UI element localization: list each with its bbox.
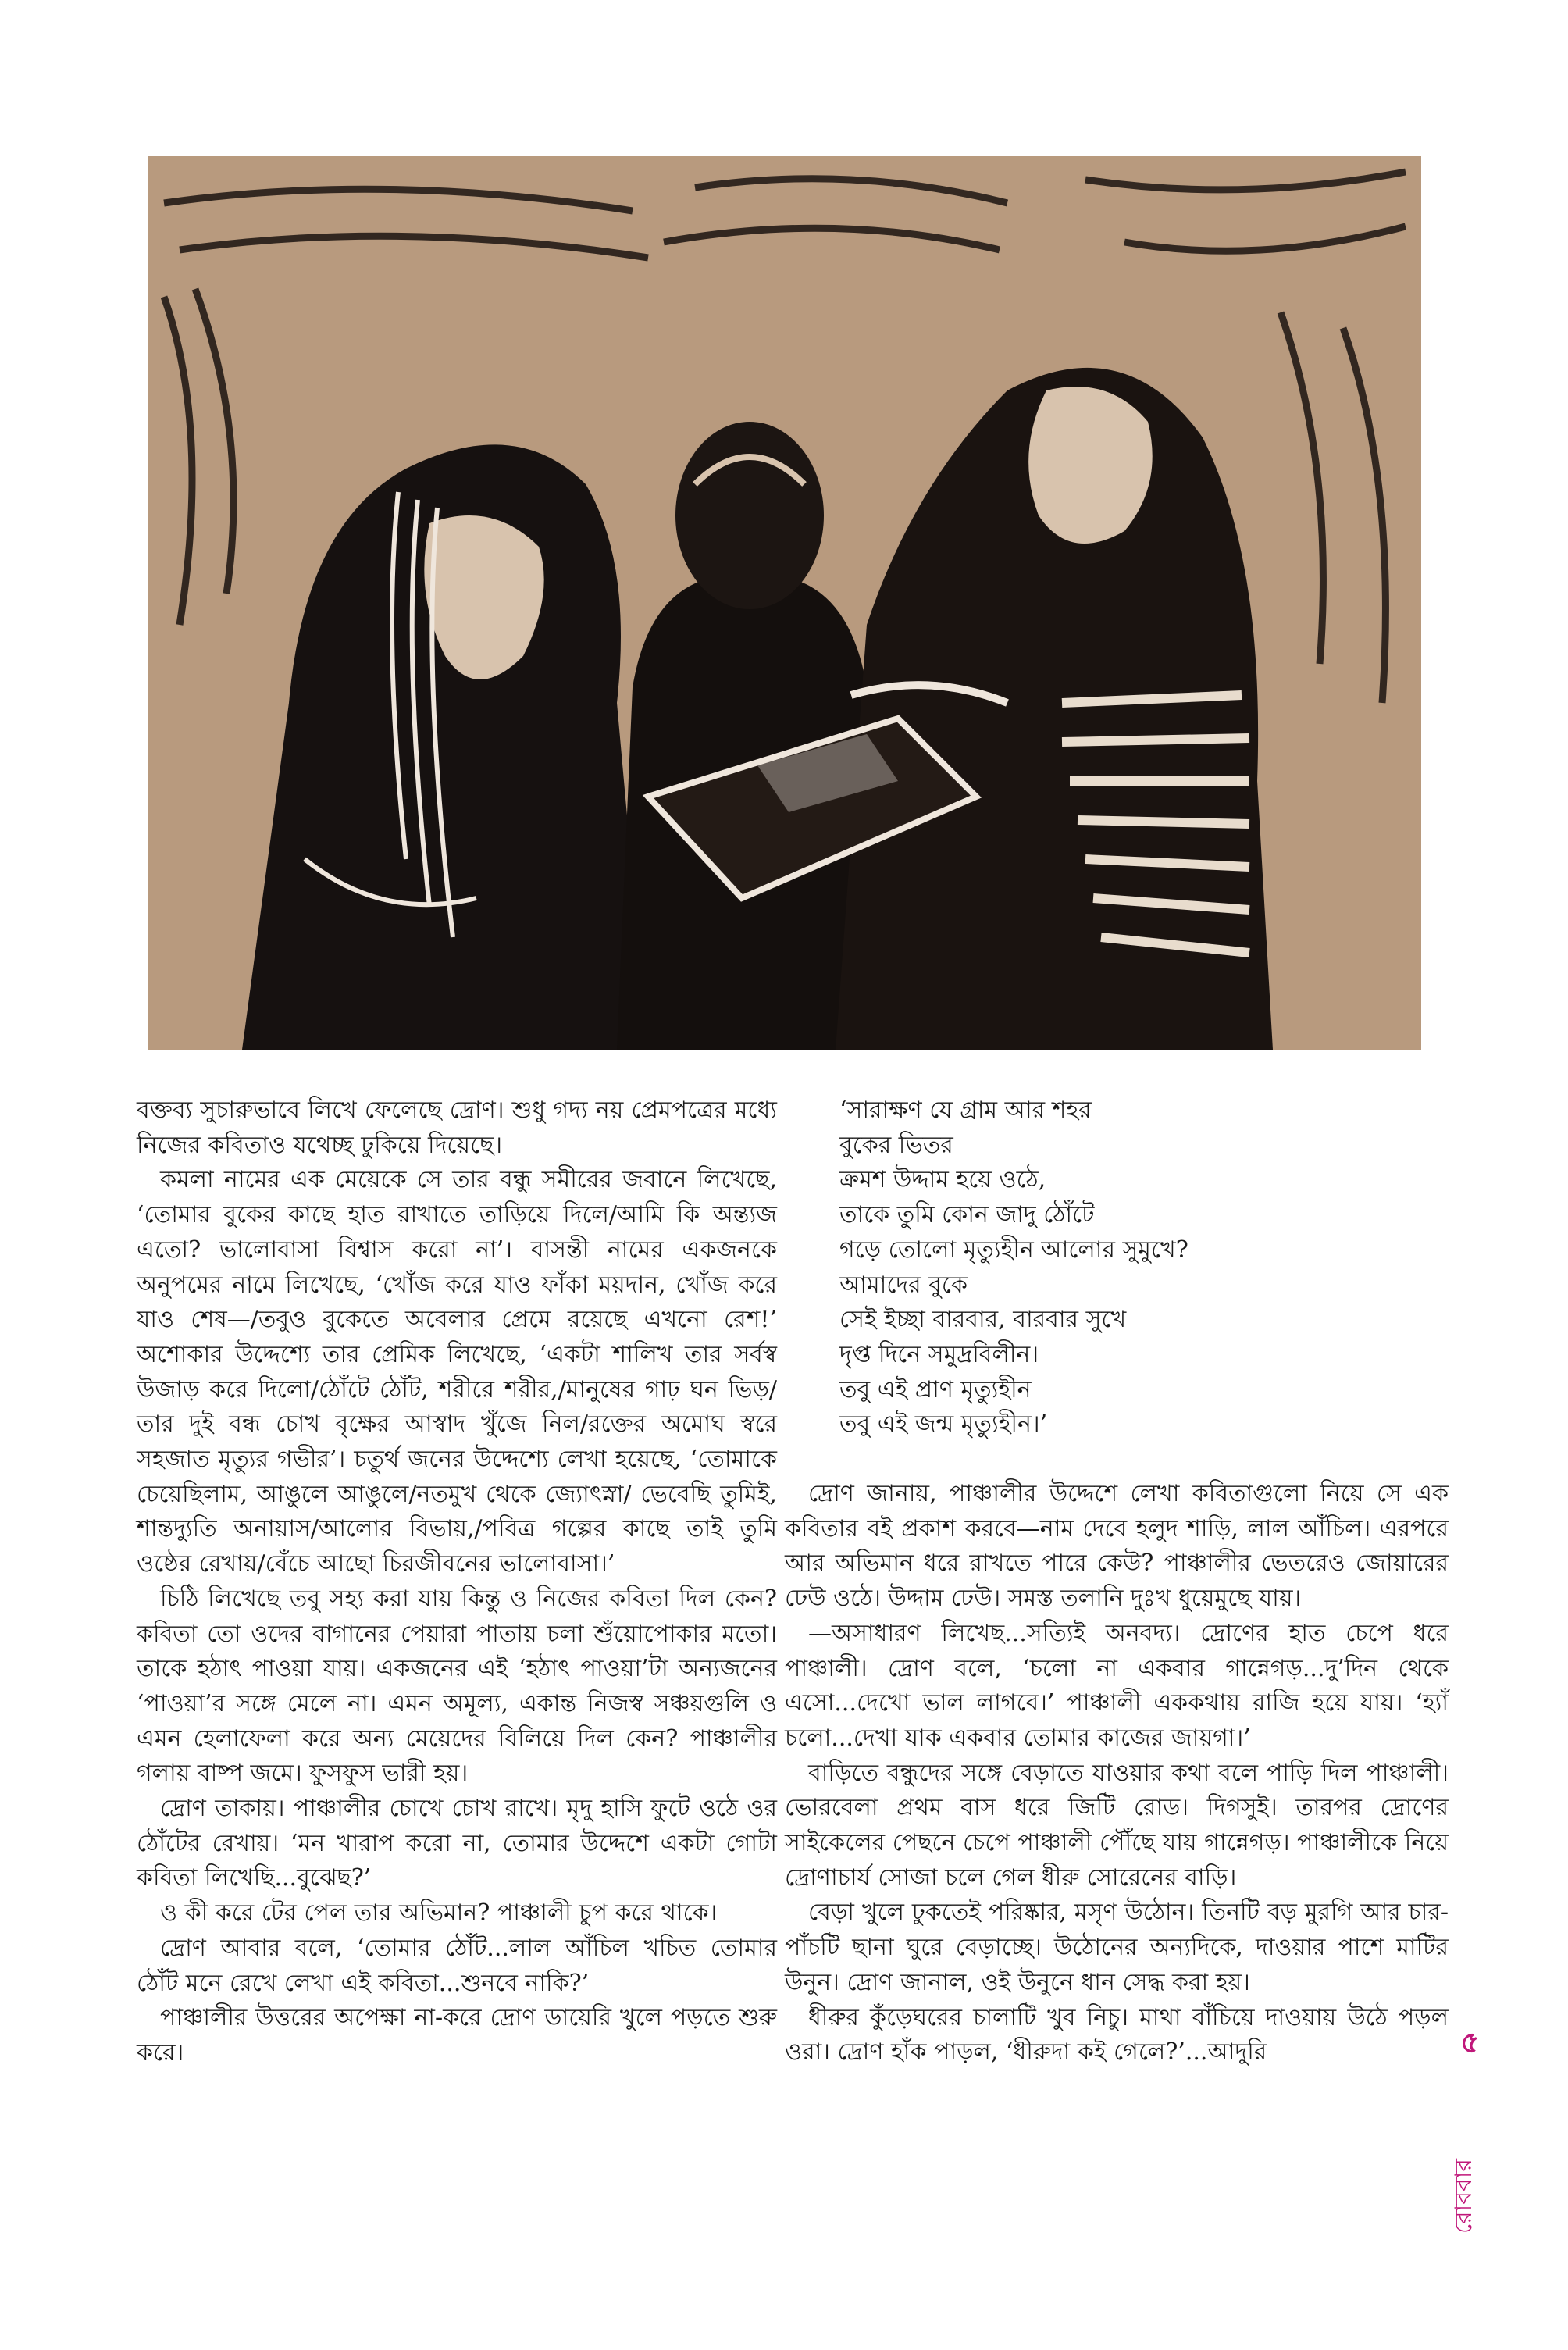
- paragraph: বেড়া খুলে ঢুকতেই পরিষ্কার, মসৃণ উঠোন। তিনটি বড় মুরগি আর চার-পাঁচটি ছানা ঘুরে বেড়াচ্ছে। উঠোনের অন্যদিকে, দাওয়ার পাশে মাটির উনুন। দ্রোণ জানাল, ওই উনুনে ধান সেদ্ধ করা হয়।: [785, 1899, 1449, 1996]
- woodcut-illustration-icon: [148, 156, 1421, 1050]
- paragraph: ও কী করে টের পেল তার অভিমান? পাঞ্চালী চুপ করে থাকে।: [160, 1899, 718, 1927]
- poem-line: তাকে তুমি কোন জাদু ঠোঁটে: [839, 1201, 1095, 1229]
- story-illustration: [148, 156, 1421, 1050]
- paragraph: —অসাধারণ লিখেছ...সত্যিই অনবদ্য। দ্রোণের হাত চেপে ধরে পাঞ্চালী। দ্রোণ বলে, ‘চলো না একবার গান্নেগড়...দু’দিন থেকে এসো...দেখো ভাল লাগবে।’ পাঞ্চালী এককথায় রাজি হয়ে যায়। ‘হ্যাঁ চলো...দেখা যাক একবার তোমার কাজের জায়গা।’: [785, 1619, 1449, 1752]
- poem-line: আমাদের বুকে: [839, 1271, 968, 1299]
- paragraph: বাড়িতে বন্ধুদের সঙ্গে বেড়াতে যাওয়ার কথা বলে পাড়ি দিল পাঞ্চালী। ভোরবেলা প্রথম বাস ধরে জিটি রোড। দিগসুই। তারপর দ্রোণের সাইকেলের পেছনে চেপে পাঞ্চালী পৌঁছে যায় গান্নেগড়। পাঞ্চালীকে নিয়ে দ্রোণাচার্য সোজা চলে গেল ধীরু সোরেনের বাড়ি।: [785, 1759, 1449, 1892]
- paragraph: দ্রোণ জানায়, পাঞ্চালীর উদ্দেশে লেখা কবিতাগুলো নিয়ে সে এক কবিতার বই প্রকাশ করবে—নাম দেবে হলুদ শাড়ি, লাল আঁচিল। এরপরে আর অভিমান ধরে রাখতে পারে কেউ? পাঞ্চালীর ভেতরেও জোয়ারের ঢেউ ওঠে। উদ্দাম ঢেউ। সমস্ত তলানি দুঃখ ধুয়েমুছে যায়।: [785, 1480, 1449, 1613]
- paragraph: বক্তব্য সুচারুভাবে লিখে ফেলেছে দ্রোণ। শুধু গদ্য নয় প্রেমপত্রের মধ্যে নিজের কবিতাও যথেচ্ছ ঢুকিয়ে দিয়েছে।: [137, 1097, 777, 1159]
- paragraph: দ্রোণ আবার বলে, ‘তোমার ঠোঁট...লাল আঁচিল খচিত তোমার ঠোঁট মনে রেখে লেখা এই কবিতা...শুনবে নাকি?’: [137, 1934, 777, 1997]
- paragraph: পাঞ্চালীর উত্তরের অপেক্ষা না-করে দ্রোণ ডায়েরি খুলে পড়তে শুরু করে।: [137, 2004, 777, 2067]
- poem-line: ক্রমশ উদ্দাম হয়ে ওঠে,: [839, 1166, 1046, 1194]
- page-number: ৫: [1460, 2024, 1480, 2059]
- poem-line: গড়ে তোলো মৃত্যুহীন আলোর সুমুখে?: [839, 1236, 1188, 1264]
- paragraph: ধীরুর কুঁড়েঘরের চালাটি খুব নিচু। মাথা বাঁচিয়ে দাওয়ায় উঠে পড়ল ওরা। দ্রোণ হাঁক পাড়ল, ‘ধীরুদা কই গেলে?’...আদুরি: [785, 2003, 1449, 2067]
- paragraph: চিঠি লিখেছে তবু সহ্য করা যায় কিন্তু ও নিজের কবিতা দিল কেন? কবিতা তো ওদের বাগানের পেয়ারা পাতায় চলা শুঁয়োপোকার মতো। তাকে হঠাৎ পাওয়া যায়। একজনের এই ‘হঠাৎ পাওয়া’টা অন্যজনের ‘পাওয়া’র সঙ্গে মেলে না। এমন অমূল্য, একান্ত নিজস্ব সঞ্চয়গুলি ও এমন হেলাফেলা করে অন্য মেয়েদের বিলিয়ে দিল কেন? পাঞ্চালীর গলায় বাষ্প জমে। ফুসফুস ভারী হয়।: [137, 1585, 777, 1788]
- poem-line: বুকের ভিতর: [839, 1131, 953, 1159]
- paragraph: দ্রোণ তাকায়। পাঞ্চালীর চোখে চোখ রাখে। মৃদু হাসি ফুটে ওঠে ওর ঠোঁটের রেখায়। ‘মন খারাপ করো না, তোমার উদ্দেশে একটা গোটা কবিতা লিখেছি...বুঝেছ?’: [137, 1795, 777, 1892]
- poem-line: দৃপ্ত দিনে সমুদ্রবিলীন।: [839, 1340, 1039, 1368]
- poem-line: তবু এই প্রাণ মৃত্যুহীন: [839, 1375, 1032, 1403]
- poem: [785, 1093, 1449, 1442]
- left-text-column: [137, 1093, 777, 2071]
- right-text-column: [785, 1093, 1449, 2070]
- magazine-name: রোববার: [1450, 2159, 1477, 2234]
- paragraph: কমলা নামের এক মেয়েকে সে তার বন্ধু সমীরের জবানে লিখেছে, ‘তোমার বুকের কাছে হাত রাখাতে তাড়িয়ে দিলে/আমি কি অন্ত্যজ এতো? ভালোবাসা বিশ্বাস করো না’। বাসন্তী নামের একজনকে অনুপমের নামে লিখেছে, ‘খোঁজ করে যাও ফাঁকা ময়দান, খোঁজ করে যাও শেষ—/তবুও বুকেতে অবেলার প্রেমে রয়েছে এখনো রেশ!’ অশোকার উদ্দেশ্যে তার প্রেমিক লিখেছে, ‘একটা শালিখ তার সর্বস্ব উজাড় করে দিলো/ঠোঁটে ঠোঁট, শরীরে শরীর,/মানুষের গাঢ় ঘন ভিড়/তার দুই বন্ধ চোখ বৃক্ষের আস্বাদ খুঁজে নিল/রক্তের অমোঘ স্বরে সহজাত মৃত্যুর গভীর’। চতুর্থ জনের উদ্দেশ্যে লেখা হয়েছে, ‘তোমাকে চেয়েছিলাম, আঙুলে আঙুলে/নতমুখ থেকে জ্যোৎস্না/ ভেবেছি তুমিই, শান্তদ্যুতি অনায়াস/আলোর বিভায়,/পবিত্র গল্পের কাছে তাই তুমি ওষ্ঠের রেখায়/বেঁচে আছো চিরজীবনের ভালোবাসা।’: [137, 1166, 777, 1578]
- poem-line: সেই ইচ্ছা বারবার, বারবার সুখে: [839, 1306, 1127, 1334]
- poem-line: ‘সারাক্ষণ যে গ্রাম আর শহর: [839, 1097, 1092, 1124]
- poem-line: তবু এই জন্ম মৃত্যুহীন।’: [839, 1410, 1048, 1439]
